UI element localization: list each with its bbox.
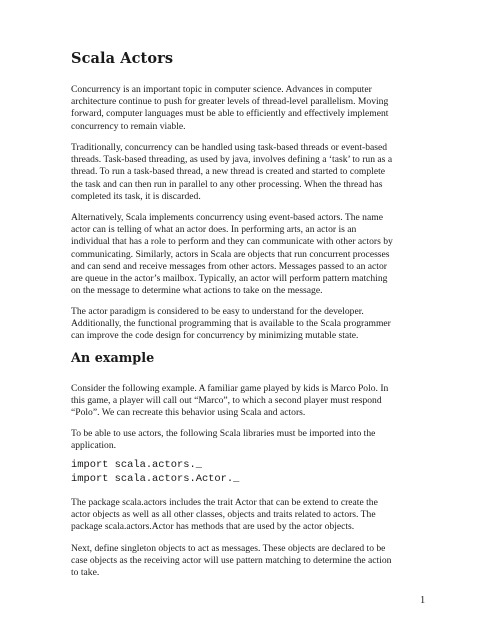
text-line: communicating. Similarly, actors in Scala are objects that run concurrent processes	[71, 248, 390, 260]
text-line: completed its task, it is discarded.	[71, 190, 201, 202]
paragraph-actor-paradigm	[71, 306, 431, 343]
text-line: Consider the following example. A familiar game played by kids is Marco Polo. In	[71, 383, 389, 394]
paragraph-singleton-messages	[71, 543, 431, 580]
text-line: actor objects as well as all other classes, objects and traits related to actors. The	[71, 509, 376, 521]
section-heading-example: An example	[71, 351, 155, 366]
text-line: concurrency to remain viable.	[71, 120, 186, 132]
text-line: Alternatively, Scala implements concurrency using event-based actors. The name	[71, 212, 383, 223]
paragraph-imports-intro	[71, 428, 431, 452]
text-line: thread. To run a task-based thread, a new thread is created and started to complete	[71, 166, 386, 178]
text-line: this game, a player will call out “Marco”, to which a second player must respond	[71, 395, 382, 407]
text-line: The package scala.actors includes the trait Actor that can be extend to create the	[71, 497, 378, 508]
text-line: to take.	[71, 567, 100, 579]
text-line: To be able to use actors, the following Scala libraries must be imported into the	[71, 428, 376, 439]
text-line: application.	[71, 440, 117, 452]
paragraph-marco-polo	[71, 383, 431, 420]
paragraph-traditional-threads	[71, 142, 431, 203]
text-line: threads. Task-based threading, as used by java, involves defining a ‘task’ to run as a	[71, 154, 393, 166]
code-line: import scala.actors.Actor._	[71, 473, 240, 486]
text-line: Next, define singleton objects to act as messages. These objects are declared to be	[71, 543, 386, 554]
text-line: Concurrency is an important topic in computer science. Advances in computer	[71, 84, 372, 95]
text-line: are queue in the actor’s mailbox. Typically, an actor will perform pattern matching	[71, 273, 388, 285]
text-line: Traditionally, concurrency can be handled using task-based threads or event-based	[71, 142, 388, 153]
paragraph-event-based-actors	[71, 212, 431, 297]
text-line: can improve the code design for concurrency by minimizing mutable state.	[71, 330, 359, 342]
text-line: forward, computer languages must be able to efficiently and effectively implement	[71, 108, 389, 120]
text-line: the task and can then run in parallel to any other processing. When the thread has	[71, 178, 383, 190]
text-line: on the message to determine what actions to take on the message.	[71, 285, 323, 297]
text-line: “Polo”. We can recreate this behavior using Scala and actors.	[71, 407, 306, 419]
text-line: The actor paradigm is considered to be easy to understand for the developer.	[71, 306, 364, 317]
text-line: architecture continue to push for greater levels of thread-level parallelism. Moving	[71, 96, 389, 108]
text-line: individual that has a role to perform and they can communicate with other actors by	[71, 236, 393, 248]
document-title: Scala Actors	[71, 50, 174, 67]
text-line: package scala.actors.Actor has methods that are used by the actor objects.	[71, 521, 355, 533]
paragraph-package-description	[71, 497, 431, 534]
page-number: 1	[420, 595, 426, 606]
text-line: case objects as the receiving actor will use pattern matching to determine the action	[71, 555, 392, 567]
text-line: Additionally, the functional programming that is available to the Scala programmer	[71, 318, 391, 330]
code-block-imports	[71, 458, 239, 486]
text-line: and can send and receive messages from other actors. Messages passed to an actor	[71, 260, 387, 272]
paragraph-concurrency-intro	[71, 84, 431, 133]
code-line: import scala.actors._	[71, 459, 202, 471]
text-line: actor can is telling of what an actor does. In performing arts, an actor is an	[71, 224, 357, 236]
